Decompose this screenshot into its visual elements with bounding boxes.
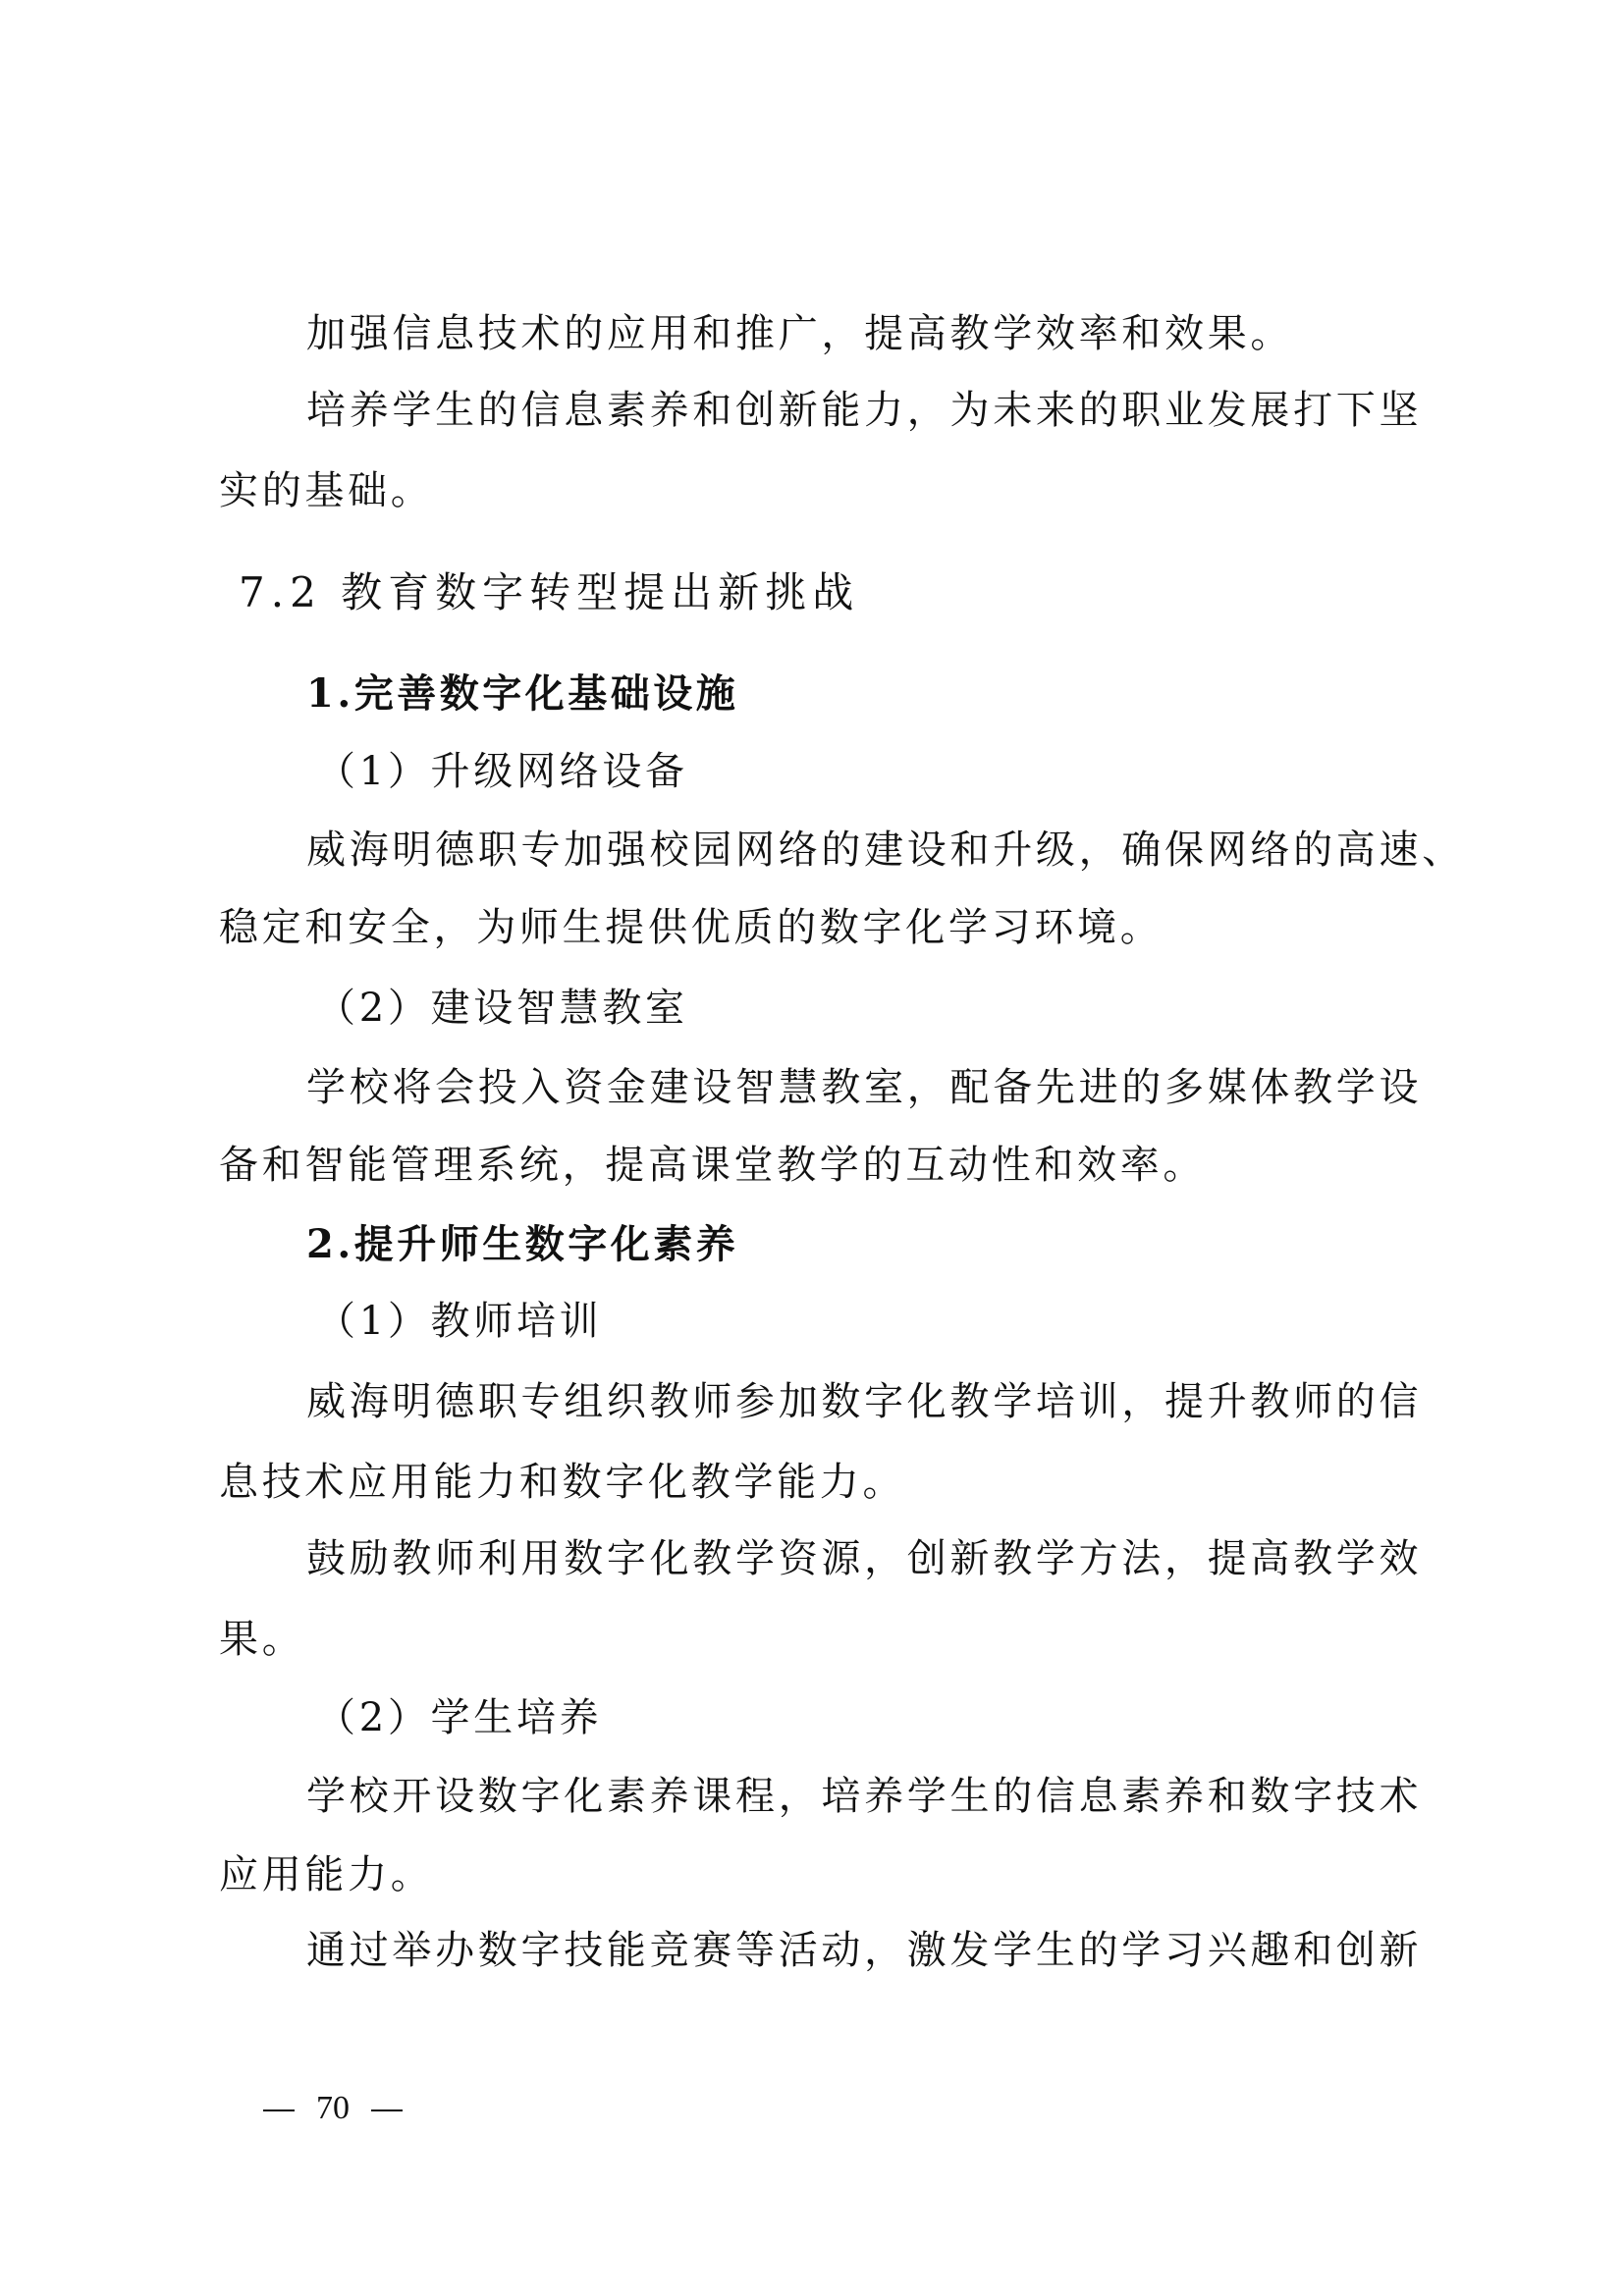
paragraph-line: 威海明德职专加强校园网络的建设和升级，确保网络的高速、 bbox=[306, 828, 1465, 873]
dash-left bbox=[263, 2109, 295, 2111]
paragraph-line: 稳定和安全，为师生提供优质的数字化学习环境。 bbox=[219, 905, 1164, 950]
paragraph-line: 学校将会投入资金建设智慧教室，配备先进的多媒体教学设 bbox=[306, 1065, 1423, 1110]
paragraph-line: 鼓励教师利用数字化教学资源，创新教学方法，提高教学效 bbox=[306, 1536, 1423, 1581]
paragraph-line: 备和智能管理系统，提高课堂教学的互动性和效率。 bbox=[219, 1143, 1207, 1188]
paragraph-line: 威海明德职专组织教师参加数字化教学培训，提升教师的信 bbox=[306, 1379, 1423, 1424]
item-heading: （2）建设智慧教室 bbox=[316, 986, 688, 1031]
item-heading: （1）升级网络设备 bbox=[316, 749, 688, 794]
paragraph-line: 果。 bbox=[219, 1617, 305, 1662]
section-heading: 7.2 教育数字转型提出新挑战 bbox=[239, 568, 860, 616]
dash-right bbox=[371, 2109, 403, 2111]
subsection-heading: 2.提升师生数字化素养 bbox=[306, 1221, 739, 1267]
page-number bbox=[263, 2089, 403, 2128]
item-heading: （1）教师培训 bbox=[316, 1299, 603, 1344]
paragraph-line: 应用能力。 bbox=[219, 1852, 434, 1897]
item-heading: （2）学生培养 bbox=[316, 1695, 603, 1740]
paragraph-line: 通过举办数字技能竞赛等活动，激发学生的学习兴趣和创新 bbox=[306, 1928, 1423, 1973]
paragraph-line: 息技术应用能力和数字化教学能力。 bbox=[219, 1460, 906, 1505]
paragraph-line: 实的基础。 bbox=[219, 468, 434, 513]
paragraph-line: 加强信息技术的应用和推广，提高教学效率和效果。 bbox=[306, 311, 1294, 356]
page-number-value: 70 bbox=[316, 2090, 350, 2126]
subsection-heading: 1.完善数字化基础设施 bbox=[306, 670, 739, 717]
paragraph-line: 学校开设数字化素养课程，培养学生的信息素养和数字技术 bbox=[306, 1774, 1423, 1819]
paragraph-line: 培养学生的信息素养和创新能力，为未来的职业发展打下坚 bbox=[306, 388, 1423, 433]
